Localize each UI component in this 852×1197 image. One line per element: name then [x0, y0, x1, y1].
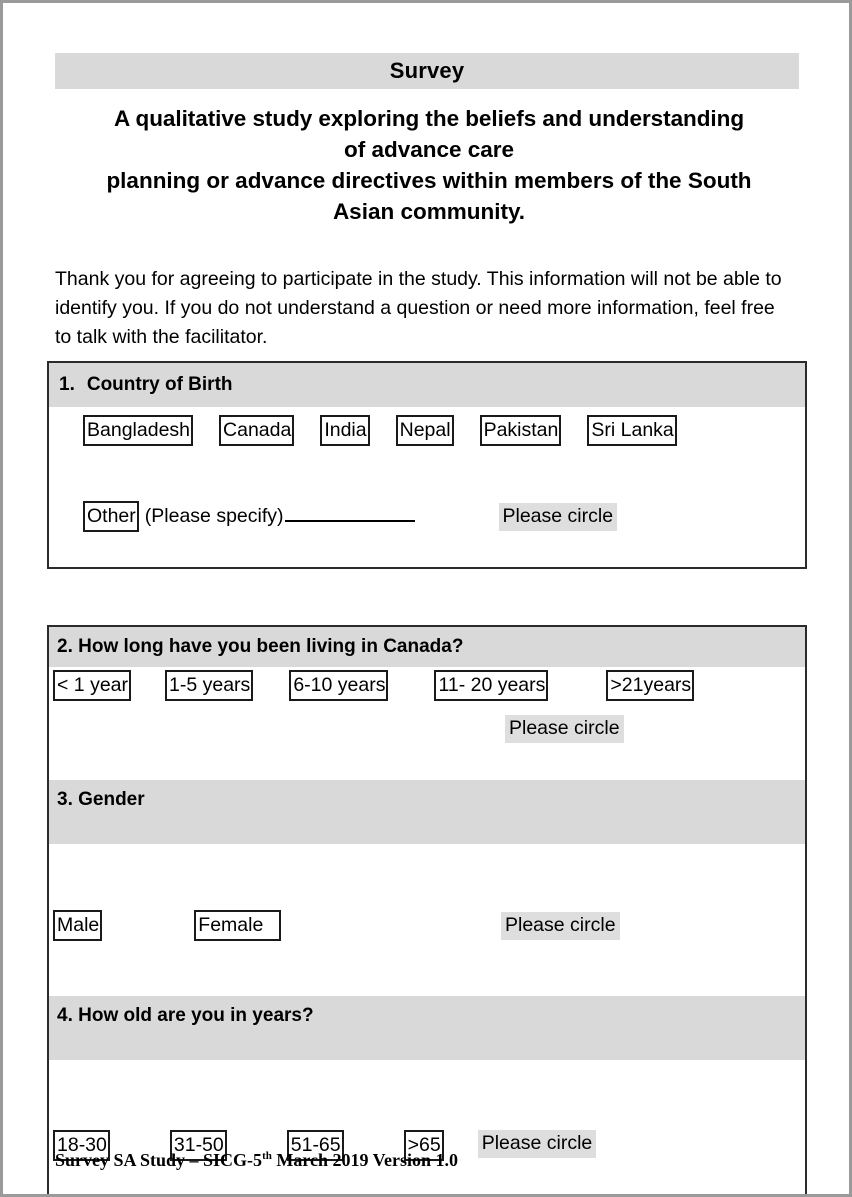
question-1-body [49, 407, 805, 567]
please-specify-label: (Please specify) [144, 505, 284, 527]
option-bangladesh[interactable]: Bangladesh [83, 415, 193, 446]
footer-suffix: March 2019 Version 1.0 [271, 1150, 459, 1170]
please-circle-note-q3: Please circle [501, 912, 620, 940]
question-1-options [83, 415, 677, 446]
survey-title-bar [55, 53, 799, 89]
option-1-5-years[interactable]: 1-5 years [165, 670, 253, 701]
intro-paragraph: Thank you for agreeing to participate in the study. This information will not be able to identify you. If you do not understand a question or need more information, feel free to talk with the facilitator. [55, 268, 782, 348]
footer-ordinal: th [262, 1150, 272, 1162]
question-2-body [49, 667, 805, 780]
question-4-body [49, 1060, 805, 1197]
other-specify-input[interactable] [285, 520, 415, 522]
question-1-title: Country of Birth [86, 374, 233, 395]
question-4-heading: 4. How old are you in years? [49, 996, 805, 1060]
question-1-number: 1. [59, 374, 75, 395]
footer-prefix: Survey SA Study – SICG-5 [55, 1150, 263, 1170]
option-less-than-1-year[interactable]: < 1 year [53, 670, 131, 701]
question-1-other-row [83, 501, 617, 532]
question-3-body [49, 844, 805, 996]
study-title-line-2: of advance care [343, 137, 515, 162]
page-title: Survey [389, 58, 465, 83]
option-11-20-years[interactable]: 11- 20 years [434, 670, 548, 701]
option-nepal[interactable]: Nepal [396, 415, 454, 446]
option-female[interactable]: Female [194, 910, 281, 941]
study-title-line-1: A qualitative study exploring the beliefs and understanding [113, 106, 745, 131]
question-3-heading: 3. Gender [49, 780, 805, 844]
study-title-line-4: Asian community. [332, 199, 526, 224]
study-title-line-3: planning or advance directives within members of the South [106, 168, 752, 193]
document-footer [55, 1150, 458, 1171]
option-canada[interactable]: Canada [219, 415, 294, 446]
option-51-65[interactable]: 51-65 [287, 1130, 344, 1161]
question-1-heading [49, 363, 805, 407]
option-pakistan[interactable]: Pakistan [480, 415, 562, 446]
option-6-10-years[interactable]: 6-10 years [289, 670, 388, 701]
option-31-50[interactable]: 31-50 [170, 1130, 227, 1161]
questions-2-to-4-table [47, 625, 807, 1197]
please-circle-note-q1: Please circle [499, 503, 618, 531]
study-title [59, 103, 799, 227]
question-2-heading: 2. How long have you been living in Canada? [49, 627, 805, 667]
question-3-options [53, 910, 281, 941]
question-2-options [49, 670, 805, 701]
option-18-30[interactable]: 18-30 [53, 1130, 110, 1161]
option-over-21-years[interactable]: >21years [606, 670, 694, 701]
question-1-block [47, 361, 807, 569]
option-other[interactable]: Other [83, 501, 139, 532]
option-india[interactable]: India [320, 415, 369, 446]
please-circle-note-q4: Please circle [478, 1130, 597, 1158]
please-circle-note-q2: Please circle [505, 715, 624, 743]
option-over-65[interactable]: >65 [404, 1130, 444, 1161]
option-sri-lanka[interactable]: Sri Lanka [587, 415, 676, 446]
option-male[interactable]: Male [53, 910, 102, 941]
